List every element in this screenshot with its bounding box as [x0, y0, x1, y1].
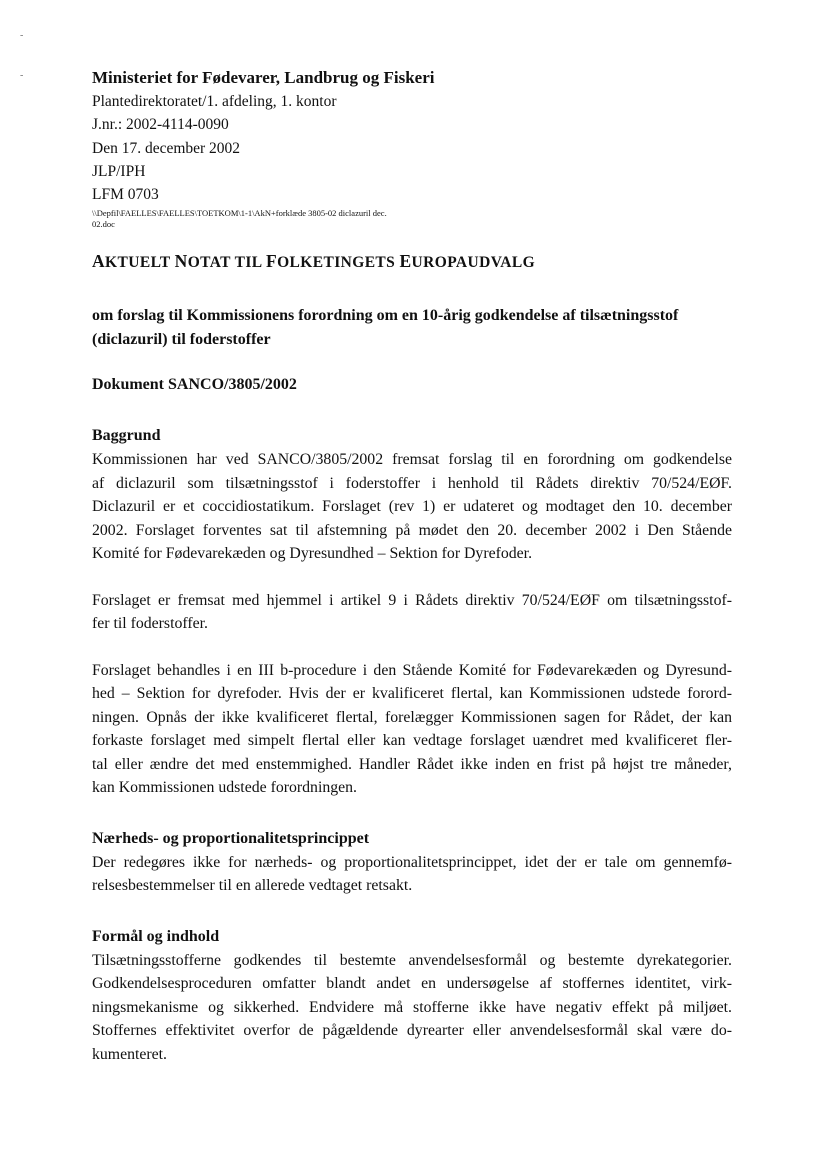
journal-number: J.nr.: 2002-4114-0090: [92, 116, 229, 134]
department: Plantedirektoratet/1. afdeling, 1. kontor: [92, 93, 337, 110]
paragraph: Kommissionen har ved SANCO/3805/2002 fremsat forslag til en forordning om godkendelse af diclazuril som tilsætningsstof i foderstoffer i henhold til Rådets direktiv 70/524/EØF. Diclazuril er et coccidiostatikum. Forslaget (rev 1) er udateret og modtaget den 10. december 2002. Forslaget forventes sat til afstemning på mødet den 20. december 2002 i Den Stående Komité for Fødevarekæden og Dyresundhed – Sektion for Dyrefoder.: [92, 451, 732, 563]
section-heading-formaal: Formål og indhold: [92, 927, 220, 945]
paragraph: Der redegøres ikke for nærheds- og proportionalitetsprincippet, idet der er tale om gennemfø- relsesbestemmelser til en allerede vedtaget retsakt.: [92, 853, 732, 895]
subject-heading: om forslag til Kommissionens forordning om en 10-årig godkendelse af tilsætningsstof (diclazuril) til foderstoffer: [92, 307, 679, 349]
file-path-line: \\Depfil\FAELLES\FAELLES\TOETKOM\1-1\AkN+forklæde 3805-02 diclazuril dec.: [92, 208, 387, 219]
notat-title: AKTUELT NOTAT TIL FOLKETINGETS EUROPAUDVALG: [92, 251, 536, 272]
document-page: [92, 66, 732, 1066]
document-reference: Dokument SANCO/3805/2002: [92, 376, 297, 394]
document-date: Den 17. december 2002: [92, 139, 241, 157]
paragraph: Forslaget er fremsat med hjemmel i artikel 9 i Rådets direktiv 70/524/EØF om tilsætningsstof- fer til foderstoffer.: [92, 591, 732, 633]
file-path: [92, 208, 512, 230]
paragraph: Forslaget behandles i en III b-procedure i den Stående Komité for Fødevarekæden og Dyresund- hed – Sektion for dyrefoder. Hvis der er kvalificeret flertal, kan Kommissionen udstede forord- ningen. Opnås der ikke kvalificeret flertal, forelægger Kommissionen sagen for Rådet, der kan forkaste forslaget med simpelt flertal eller kan vedtage forslaget uændret med kvalificeret fler- tal eller ændre det med enstemmighed. Handler Rådet ikke inden en frist på højst tre måneder, kan Kommissionen udstede forordningen.: [92, 661, 732, 797]
file-path-line: 02.doc: [92, 219, 115, 230]
lfm-number: LFM 0703: [92, 186, 159, 204]
scan-mark: -: [20, 70, 24, 81]
letterhead: [92, 66, 732, 230]
initials: JLP/IPH: [92, 162, 146, 180]
scan-mark: -: [20, 30, 24, 41]
paragraph: Tilsætningsstofferne godkendes til bestemte anvendelsesformål og bestemte dyrekategorier. Godkendelsesproceduren omfatter blandt andet en undersøgelse af stoffernes identitet, virk- ningsmekanisme og sikkerhed. Endvidere må stofferne ikke have negativ effekt på miljøet. Stoffernes effektivitet overfor de pågældende dyrearter eller anvendelsesformål skal være do- kumenteret.: [92, 951, 732, 1063]
section-heading-naerhed: Nærheds- og proportionalitetsprincippet: [92, 829, 370, 847]
section-heading-baggrund: Baggrund: [92, 427, 161, 445]
ministry-name: Ministeriet for Fødevarer, Landbrug og Fiskeri: [92, 68, 435, 87]
